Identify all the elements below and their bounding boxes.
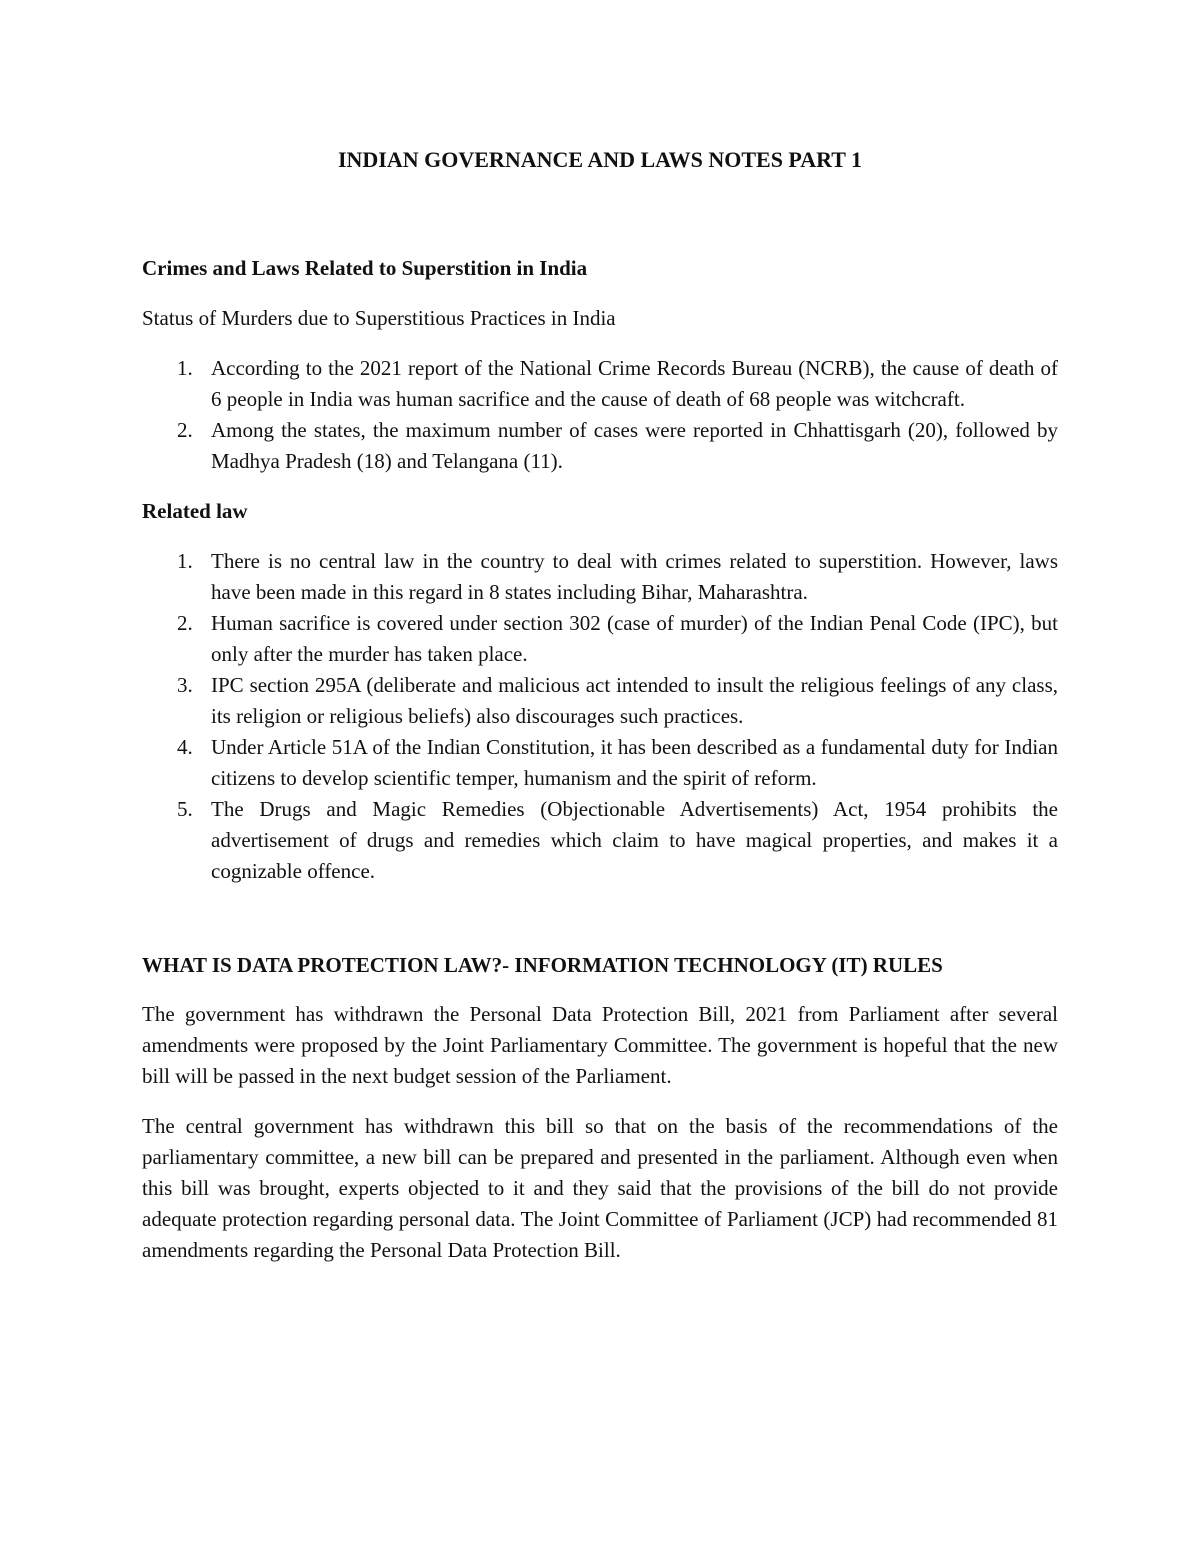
list-number: 4. [177, 735, 193, 759]
section-spacer [142, 906, 1058, 950]
list-item-text: Among the states, the maximum number of cases were reported in Chhattisgarh (20), followed by Madhya Pradesh (18) and Telangana (11). [211, 418, 1058, 473]
list-item-text: IPC section 295A (deliberate and malicious act intended to insult the religious feelings of any class, its religion or religious beliefs) also discourages such practices. [211, 673, 1058, 728]
ncrb-facts-list [142, 353, 1058, 477]
list-item [142, 794, 1058, 887]
list-item [142, 353, 1058, 415]
section-heading-data-protection: WHAT IS DATA PROTECTION LAW?- INFORMATION TECHNOLOGY (IT) RULES [142, 953, 943, 977]
list-item-text: There is no central law in the country to deal with crimes related to superstition. However, laws have been made in this regard in 8 states including Bihar, Maharashtra. [211, 549, 1058, 604]
list-item [142, 732, 1058, 794]
paragraph-recommendations: The central government has withdrawn this bill so that on the basis of the recommendations of the parliamentary committee, a new bill can be prepared and presented in the parliament. Although even when this bill was brought, experts objected to it and they said that the provisions of the bill do not provide adequate protection regarding personal data. The Joint Committee of Parliament (JCP) had recommended 81 amendments regarding the Personal Data Protection Bill. [142, 1114, 1058, 1262]
section-subheading-murder-status: Status of Murders due to Superstitious Practices in India [142, 306, 616, 330]
list-item [142, 415, 1058, 477]
list-item-text: Human sacrifice is covered under section 302 (case of murder) of the Indian Penal Code (IPC), but only after the murder has taken place. [211, 611, 1058, 666]
list-number: 2. [177, 418, 193, 442]
list-number: 1. [177, 356, 193, 380]
list-number: 1. [177, 549, 193, 573]
list-item [142, 608, 1058, 670]
list-item [142, 670, 1058, 732]
list-item-text: According to the 2021 report of the National Crime Records Bureau (NCRB), the cause of death of 6 people in India was human sacrifice and the cause of death of 68 people was witchcraft. [211, 356, 1058, 411]
related-law-list [142, 546, 1058, 887]
document-title: INDIAN GOVERNANCE AND LAWS NOTES PART 1 [337, 147, 863, 172]
list-item-text: Under Article 51A of the Indian Constitution, it has been described as a fundamental duty for Indian citizens to develop scientific temper, humanism and the spirit of reform. [211, 735, 1058, 790]
section-heading-related-law: Related law [142, 499, 248, 523]
list-item-text: The Drugs and Magic Remedies (Objectionable Advertisements) Act, 1954 prohibits the advertisement of drugs and remedies which claim to have magical properties, and makes it a cognizable offence. [211, 797, 1058, 883]
list-number: 3. [177, 673, 193, 697]
list-item [142, 546, 1058, 608]
paragraph-withdrawal: The government has withdrawn the Personal Data Protection Bill, 2021 from Parliament after several amendments were proposed by the Joint Parliamentary Committee. The government is hopeful that the new bill will be passed in the next budget session of the Parliament. [142, 1002, 1058, 1088]
list-number: 5. [177, 797, 193, 821]
list-number: 2. [177, 611, 193, 635]
document-body [142, 253, 1058, 1285]
section-heading-superstition: Crimes and Laws Related to Superstition in India [142, 256, 588, 280]
